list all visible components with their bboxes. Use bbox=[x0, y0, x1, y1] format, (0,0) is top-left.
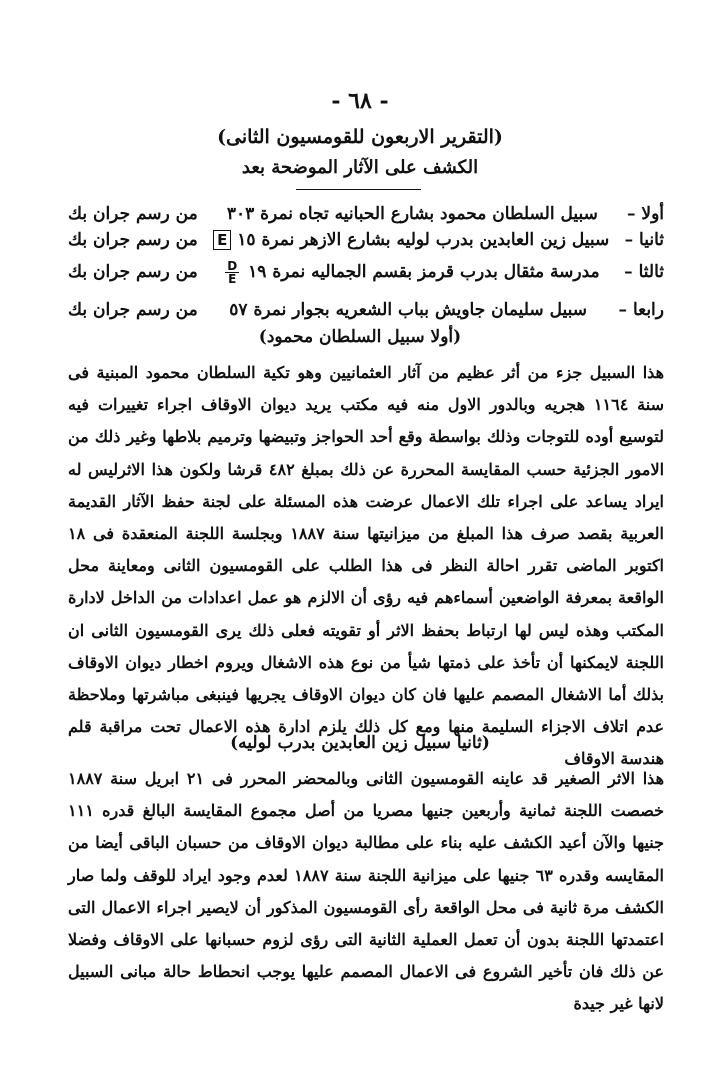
boxed-letter: E bbox=[213, 230, 231, 250]
item-text: سبيل السلطان محمود بشارع الحبانيه تجاه نمرة ٣٠٣ bbox=[226, 204, 598, 224]
list-item-3 bbox=[68, 254, 664, 290]
item-text bbox=[198, 230, 625, 250]
item-suffix: من رسم جران بك bbox=[68, 204, 198, 224]
section-body-2: هذا الاثر الصغير قد عاينه القومسيون الثانى وبالمحضر المحرر فى ٢١ ابريل سنة ١٨٨٧ خصصت اللجنة ثمانية وأربعين جنيها مصريا من أصل مجموع المقايسة البالغ قدره ١١١ جنيها والآن أعيد الكشف عليه بناء على مطالبة ديوان الاوقاف من حسبان الباقى أيضا من المقايسه وقدره ٦٣ جنيها على ميزانية اللجنة سنة ١٨٨٧ لعدم وجود ايراد للوقف ولما صار الكشف مرة ثانية فى محل الواقعة رأى القومسيون المذكور أن لايصير اجراء الاعمال التى اعتمدتها اللجنة بدون أن تعمل العملية الثانية التى رؤى لزوم حسبانها على الاوقاف وفضلا عن ذلك فان تأخير الشروع فى الاعمال المصمم عليها يوجب انحطاط حالة مبانى السبيل لانها غير جيدة bbox=[68, 769, 665, 1014]
fraction-marker bbox=[225, 260, 239, 285]
item-text: سبيل سليمان جاويش بباب الشعريه بجوار نمرة ٥٧ bbox=[229, 300, 587, 320]
section-heading-1: (أولا سبيل السلطان محمود) bbox=[258, 327, 462, 347]
section-body-1: هذا السبيل جزء من أثر عظيم من آثار العثمانيين وهو تكية السلطان محمود المبنية فى سنة ١١٦٤ هجريه وبالدور الاول منه فيه مكتب يريد ديوان الاوقاف اجراء تغييرات فيه لتوسيع أوده للتوجات وذلك بواسطة وقع أحد الحواجز وتبيضها وترميم بلاطها وغير ذلك من الامور الجزئية حسب المقايسة المحررة عن ذلك بمبلغ ٤٨٢ قرشا ولكون هذا الاثرليس له ايراد يساعد على اجراء تلك الاعمال عرضت هذه المسئلة على لجنة حفظ الآثار القديمة العربية بقصد صرف هذا المبلغ من ميزانيتها سنة ١٨٨٧ وبجلسة اللجنة المنعقدة فى ١٨ اكتوبر الماضى تقرر احالة النظر فى هذا الطلب على القومسيون الثانى ومعاينة محل الواقعة بمعرفة الواضعين أسماءهم فيه رؤى أن الالزم هو عمل اعدادات من الداخل لادارة المكتب وهذه ليس لها ارتباط بحفظ الاثر أو تقويته فعلى ذلك يرى القومسيون الثانى ان اللجنة لايمكنها أن تأخذ على ذمتها شيأ من نوع هذه الاشغال ويروم اخطار ديوان الاوقاف بذلك أما الاشغال المصمم عليها فان كان ديوان الاوقاف يجريها فينبغى مباشرتها وملاحظة عدم اتلاف الاجزاء السليمة منها ومع كل ذلك يلزم ادارة هذه الاعمال تحت مراقبة قلم هندسة الاوقاف bbox=[68, 363, 665, 769]
item-ordinal: ثالثا – bbox=[624, 262, 664, 282]
item-ordinal: أولا – bbox=[626, 204, 664, 224]
item-suffix: من رسم جران بك bbox=[68, 300, 198, 320]
item-ordinal: رابعا – bbox=[618, 300, 664, 320]
item-ordinal: ثانيا – bbox=[624, 230, 664, 250]
title-divider bbox=[296, 189, 421, 190]
report-title: (التقرير الاربعون للقومسيون الثانى) bbox=[217, 126, 503, 148]
fraction-denominator: E bbox=[228, 271, 237, 286]
list-item-2 bbox=[68, 222, 664, 258]
list-item-4 bbox=[68, 292, 664, 328]
section-heading-2: (ثانيا سبيل زين العابدين بدرب لوليه) bbox=[230, 733, 490, 753]
item-suffix: من رسم جران بك bbox=[68, 262, 198, 282]
page-number: - ٦٨ - bbox=[331, 88, 389, 114]
item-text-main: سبيل زين العابدين بدرب لوليه بشارع الازهر نمرة ١٥ bbox=[237, 230, 610, 250]
item-text bbox=[198, 260, 624, 285]
item-suffix: من رسم جران بك bbox=[68, 230, 198, 250]
report-subtitle: الكشف على الآثار الموضحة بعد bbox=[241, 157, 479, 178]
item-text-main: مدرسة مثقال بدرب قرمز بقسم الجماليه نمرة ١٩ bbox=[248, 261, 600, 282]
fraction-numerator: D bbox=[227, 258, 238, 273]
